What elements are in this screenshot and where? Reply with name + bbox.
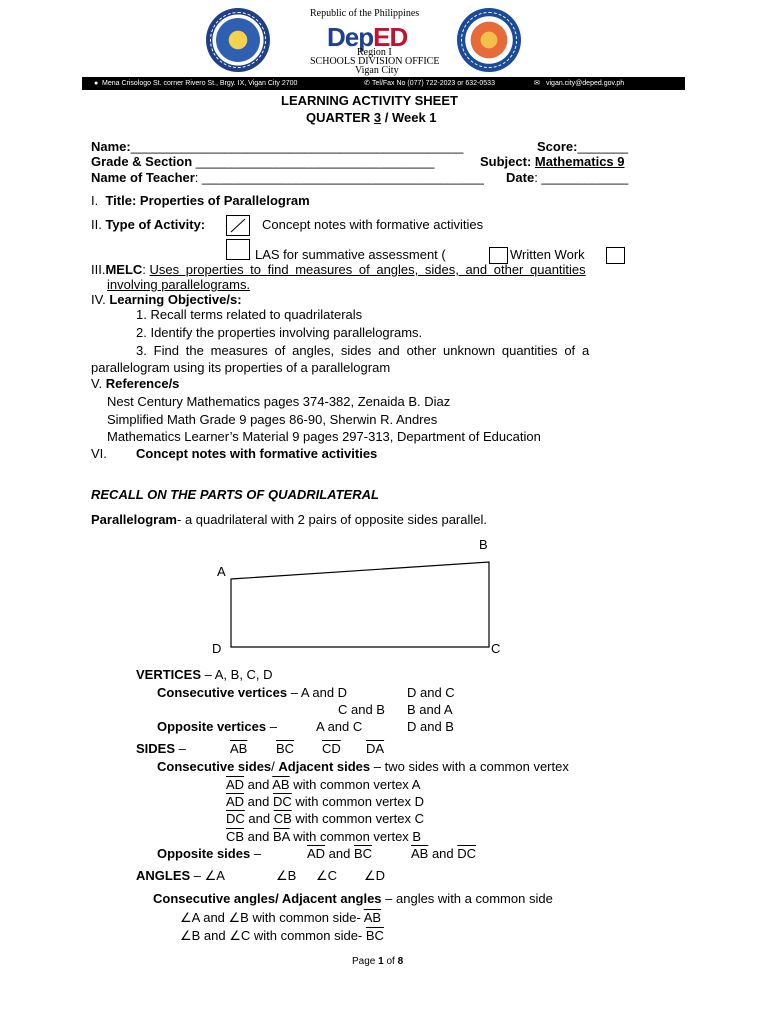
reference-2: Simplified Math Grade 9 pages 86-90, Sherwin R. Andres	[107, 412, 438, 427]
email-text: vigan.city@deped.gov.ph	[546, 80, 625, 87]
objective-2: 2. Identify the properties involving parallelograms.	[136, 325, 423, 340]
melc-line: III.MELC: Uses properties to find measures of angles, sides, and other quantities	[91, 262, 586, 277]
reference-3: Mathematics Learner’s Material 9 pages 297-313, Department of Education	[107, 429, 541, 444]
concept-notes-option: Concept notes with formative activities	[262, 217, 484, 232]
opposite-sides-pair-1: $\overline{AD}$ and $\overline{BC}$	[307, 846, 373, 861]
consecutive-angles-line: Consecutive angles/ Adjacent angles – angles with a common side	[153, 891, 553, 906]
quarter-line: QUARTER 3 / Week 1	[306, 110, 437, 125]
opposite-vertices-ac: A and C	[316, 719, 363, 734]
vertex-label-a: A	[217, 564, 226, 579]
side-bc: $\overline{BC}$	[276, 741, 295, 756]
quadrilateral-shape	[231, 562, 489, 647]
republic-text: Republic of the Philippines	[310, 8, 420, 19]
reference-1: Nest Century Mathematics pages 374-382, Zenaida B. Diaz	[107, 394, 451, 409]
section-six-number: VI.	[91, 446, 107, 461]
consecutive-angles-row-2: ∠B and ∠C with common side- $\overline{BC}$	[180, 928, 384, 943]
written-work-option: Written Work	[510, 247, 585, 262]
angle-d: ∠D	[364, 868, 386, 883]
deped-logo: DepED	[327, 22, 408, 52]
telfax-text: Tel/Fax No (077) 722-2023 or 632-0533	[372, 80, 495, 87]
consecutive-sides-row-2: $\overline{AD}$ and $\overline{DC}$ with common vertex D	[226, 794, 424, 809]
score-field[interactable]: Score:_______	[537, 139, 629, 154]
activity-type-label: II. Type of Activity:	[91, 217, 206, 232]
consecutive-angles-row-1: ∠A and ∠B with common side- $\overline{AB}$	[180, 910, 382, 925]
consecutive-sides-row-4: $\overline{CB}$ and $\overline{BA}$ with common vertex B	[226, 829, 422, 844]
section-title: I. Title: Properties of Parallelogram	[91, 193, 310, 208]
vertex-label-b: B	[479, 537, 488, 552]
date-field[interactable]: Date: ____________	[506, 170, 629, 185]
page-number: Page 1 of 8	[352, 956, 404, 967]
angle-b: ∠B	[276, 868, 297, 883]
section-six-label: Concept notes with formative activities	[136, 446, 378, 461]
name-field[interactable]: Name:______________________________________________	[91, 139, 464, 154]
objective-3-cont: parallelogram using its properties of a parallelogram	[91, 360, 391, 375]
consecutive-vertices-line: Consecutive vertices – A and D	[157, 685, 348, 700]
grade-section-field[interactable]: Grade & Section _________________________________	[91, 154, 435, 169]
parallelogram-definition: Parallelogram- a quadrilateral with 2 pairs of opposite sides parallel.	[91, 512, 488, 527]
city-text: Vigan City	[355, 65, 399, 76]
side-ab: $\overline{AB}$	[230, 741, 248, 756]
vertices-line: VERTICES – A, B, C, D	[136, 667, 273, 682]
address-text: Mena Crisologo St. corner Rivero St., Brgy. IX, Vigan City 2700	[102, 80, 298, 87]
objective-1: 1. Recall terms related to quadrilaterals	[136, 307, 363, 322]
phone-icon: ✆	[364, 80, 370, 87]
consecutive-sides-row-3: $\overline{DC}$ and $\overline{CB}$ with common vertex C	[226, 811, 424, 826]
objectives-label: IV. Learning Objective/s:	[91, 292, 242, 307]
melc-line-2: involving parallelograms.	[107, 277, 251, 292]
references-label: V. Reference/s	[91, 376, 180, 391]
opposite-vertices-db: D and B	[407, 719, 454, 734]
side-cd: $\overline{CD}$	[322, 741, 341, 756]
email-icon: ✉	[534, 80, 540, 87]
side-da: $\overline{DA}$	[366, 741, 385, 756]
consecutive-sides-row-1: $\overline{AD}$ and $\overline{AB}$ with common vertex A	[226, 777, 421, 792]
angle-c: ∠C	[316, 868, 338, 883]
consecutive-vertices-cb: C and B	[338, 702, 385, 717]
subject-field: Subject: Mathematics 9	[480, 154, 625, 169]
recall-heading: RECALL ON THE PARTS OF QUADRILATERAL	[91, 487, 379, 502]
vertex-label-c: C	[491, 641, 501, 656]
consecutive-vertices-dc: D and C	[407, 685, 455, 700]
location-pin-icon: ●	[94, 80, 99, 87]
consecutive-sides-line: Consecutive sides/ Adjacent sides – two sides with a common vertex	[157, 759, 569, 774]
objective-3: 3. Find the measures of angles, sides and other unknown quantities of a	[136, 343, 590, 358]
las-summative-option: LAS for summative assessment (	[255, 247, 446, 262]
opposite-sides-line: Opposite sides –	[157, 846, 262, 861]
consecutive-vertices-ba: B and A	[407, 702, 453, 717]
sheet-title: LEARNING ACTIVITY SHEET	[281, 93, 458, 108]
vertex-label-d: D	[212, 641, 222, 656]
opposite-sides-pair-2: $\overline{AB}$ and $\overline{DC}$	[411, 846, 477, 861]
angles-label: ANGLES – ∠A	[136, 868, 225, 883]
teacher-field[interactable]: Name of Teacher: _______________________________________	[91, 170, 484, 185]
region-text: Region I	[357, 47, 392, 58]
sides-label: SIDES –	[136, 741, 186, 756]
office-text: SCHOOLS DIVISION OFFICE	[310, 56, 440, 67]
opposite-vertices-line: Opposite vertices –	[157, 719, 277, 734]
